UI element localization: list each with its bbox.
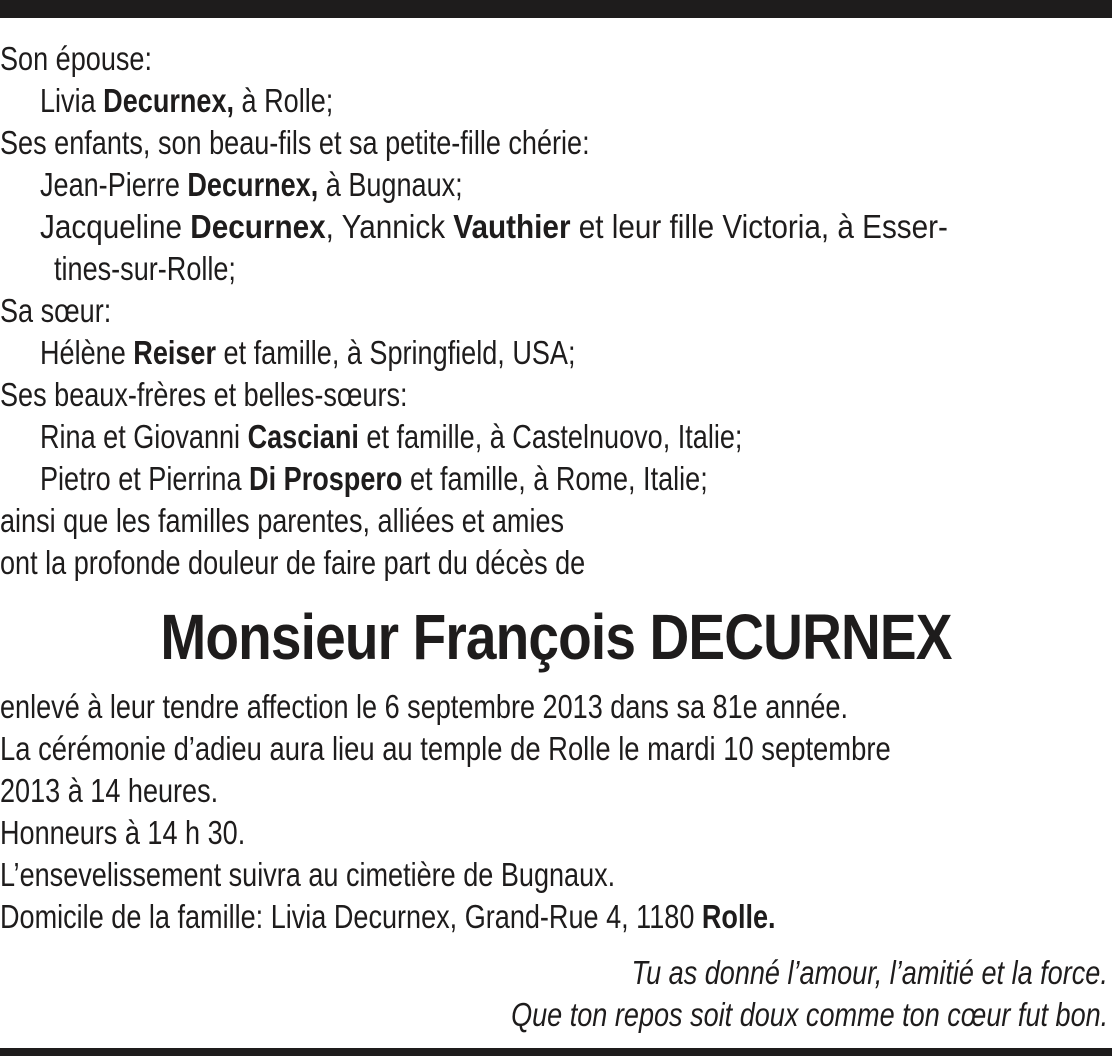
ceremony-detail: La cérémonie d’adieu aura lieu au temple de Rolle le mardi 10 septembre — [0, 730, 891, 767]
child-entry-1: Jean-Pierre Decurnex, à Bugnaux; — [40, 166, 463, 203]
inlaws-heading: Ses beaux-frères et belles-sœurs: — [0, 376, 408, 413]
deceased-name: Monsieur François DECURNEX — [160, 601, 952, 673]
verse-line-1: Tu as donné l’amour, l’amitié et la force. — [631, 954, 1108, 991]
sister-heading: Sa sœur: — [0, 292, 112, 329]
honours-detail: Honneurs à 14 h 30. — [0, 814, 246, 851]
inlaw-entry-2: Pietro et Pierrina Di Prospero et famille, à Rome, Italie; — [40, 460, 708, 497]
spouse-entry: Livia Decurnex, à Rolle; — [40, 82, 334, 119]
ceremony-detail-cont: 2013 à 14 heures. — [0, 772, 219, 809]
spouse-heading: Son épouse: — [0, 40, 152, 77]
bottom-rule — [0, 1048, 1112, 1056]
verse-line-2: Que ton repos soit doux comme ton cœur fut bon. — [510, 996, 1108, 1033]
inlaw-entry-1: Rina et Giovanni Casciani et famille, à Castelnuovo, Italie; — [40, 418, 743, 455]
top-rule — [0, 0, 1112, 18]
death-detail: enlevé à leur tendre affection le 6 septembre 2013 dans sa 81e année. — [0, 688, 848, 725]
burial-detail: L’ensevelissement suivra au cimetière de Bugnaux. — [0, 856, 616, 893]
children-heading: Ses enfants, son beau-fils et sa petite-fille chérie: — [0, 124, 590, 161]
sister-entry: Hélène Reiser et famille, à Springfield, USA; — [40, 334, 576, 371]
child-entry-2-cont: tines-sur-Rolle; — [54, 250, 236, 287]
announcement-line: ont la profonde douleur de faire part du décès de — [0, 544, 586, 581]
child-entry-2: Jacqueline Decurnex, Yannick Vauthier et leur fille Victoria, à Esser- — [40, 208, 948, 245]
families-line: ainsi que les familles parentes, alliées et amies — [0, 502, 565, 539]
residence-detail: Domicile de la famille: Livia Decurnex, Grand-Rue 4, 1180 Rolle. — [0, 898, 776, 935]
